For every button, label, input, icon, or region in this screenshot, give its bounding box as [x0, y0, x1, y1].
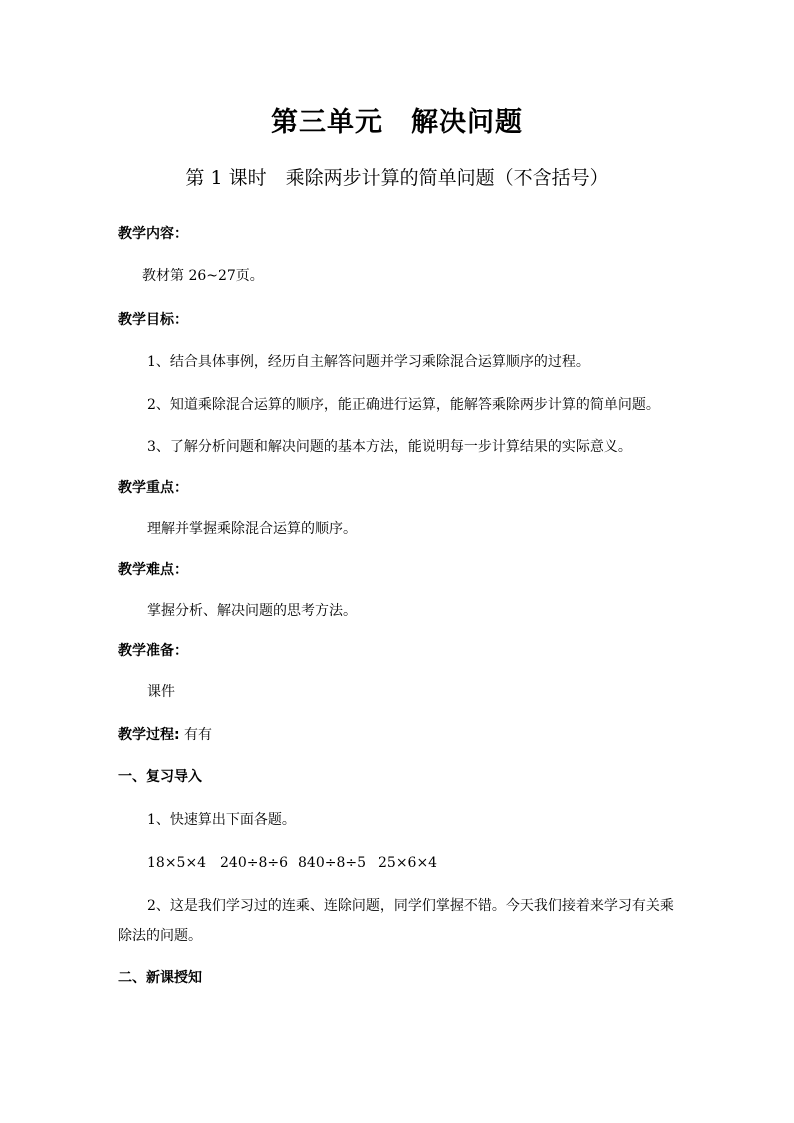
goal-item: 2、知道乘除混合运算的顺序，能正确进行运算，能解答乘除两步计算的简单问题。 — [147, 397, 660, 413]
difficulty-heading: 教学难点： — [118, 562, 188, 578]
review-item-2-continued: 除法的问题。 — [118, 928, 202, 944]
new-lesson-heading: 二、新课授知 — [118, 970, 202, 986]
key-points-text: 理解并掌握乘除混合运算的顺序。 — [147, 521, 357, 537]
calc-item: 25×6×4 — [378, 855, 438, 871]
unit-title: 第三单元 解决问题 — [271, 107, 523, 138]
goals-heading: 教学目标： — [118, 312, 188, 328]
preparation-text: 课件 — [147, 684, 175, 700]
content-text: 教材第 26~27页。 — [142, 268, 264, 284]
review-item-2: 2、这是我们学习过的连乘、连除问题，同学们掌握不错。今天我们接着来学习有关乘 — [147, 898, 674, 914]
process-note: 有有 — [179, 727, 213, 743]
review-section-heading: 一、复习导入 — [118, 769, 202, 785]
process-heading — [118, 725, 212, 745]
calc-item: 840÷8÷5 — [298, 855, 366, 871]
goal-item: 1、结合具体事例，经历自主解答问题并学习乘除混合运算顺序的过程。 — [147, 354, 590, 370]
goal-item: 3、了解分析问题和解决问题的基本方法，能说明每一步计算结果的实际意义。 — [147, 439, 632, 455]
calc-item: 18×5×4 — [147, 855, 207, 871]
key-points-heading: 教学重点： — [118, 480, 188, 496]
preparation-heading: 教学准备： — [118, 643, 188, 659]
content-heading: 教学内容： — [118, 226, 188, 242]
lesson-subtitle: 第 1 课时 乘除两步计算的简单问题（不含括号） — [185, 167, 609, 189]
process-heading-label: 教学过程: — [118, 727, 180, 743]
calc-item: 240÷8÷6 — [220, 855, 288, 871]
difficulty-text: 掌握分析、解决问题的思考方法。 — [147, 603, 357, 619]
review-item-1: 1、快速算出下面各题。 — [147, 812, 296, 828]
